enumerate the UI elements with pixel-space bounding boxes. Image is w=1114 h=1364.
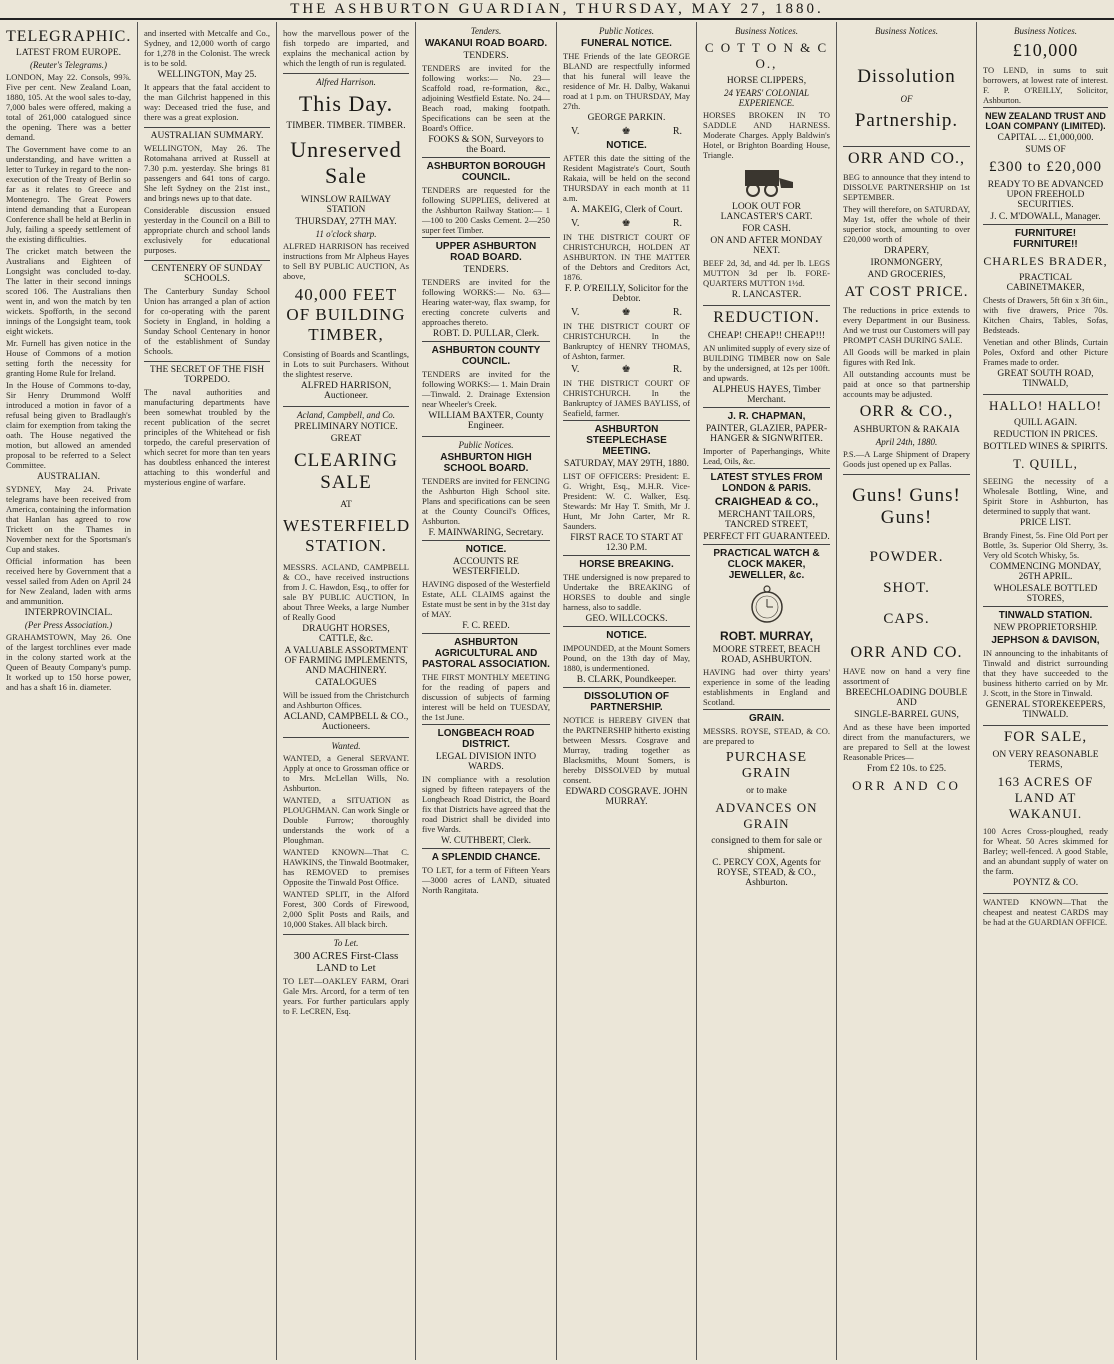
column-tenders <box>416 22 556 1360</box>
ad-line: 24 YEARS' COLONIAL EXPERIENCE. <box>724 88 809 108</box>
notice-heading: ASHBURTON HIGH SCHOOL BOARD. <box>440 452 532 474</box>
notice-subheading: LEGAL DIVISION INTO WARDS. <box>435 752 537 772</box>
ad-text: The reductions in price extends to every Department in our Business. And we trust our Customers will pay PROMPT CASH DURING SALE. <box>843 305 970 345</box>
ad-line: THURSDAY, 27TH MAY. <box>295 217 397 227</box>
section-title: Business Notices. <box>735 26 798 36</box>
section-title: To Let. <box>283 934 409 948</box>
ad-line: PRICE LIST. <box>1019 518 1072 528</box>
notice-signature: FOOKS & SON, Surveyors to the Board. <box>428 135 544 155</box>
ad-heading: GRAIN. <box>703 709 830 724</box>
column-telegraphic <box>0 22 137 1360</box>
ad-heading: ORR & CO., <box>859 403 954 420</box>
ad-line: PERFECT FIT GUARANTEED. <box>703 532 830 542</box>
notice-text: IN THE DISTRICT COURT OF CHRISTCHURCH. In the Bankruptcy of JAMES BAYLISS, of Seafield, farmer. <box>563 378 690 418</box>
column-loans-and-stores <box>977 22 1114 1360</box>
notice-text: TENDERS are requested for the following SUPPLIES, delivered at the Ashburton Railway Station:— 1—100 to 200 Casks Cement. 2—250 super feet Timber. <box>422 185 550 235</box>
ad-signature: ALPHEUS HAYES, Timber Merchant. <box>712 385 821 405</box>
royal-cipher: V. ♚ R. <box>571 218 682 229</box>
notice-signature: GEO. WILLCOCKS. <box>585 614 668 624</box>
notice-subheading: SATURDAY, MAY 29TH, 1880. <box>564 459 689 469</box>
article-text: WELLINGTON, May 26. The Rotomahana arrived at Russell at 7.30 p.m. yesterday. She brings 81 passengers and 641 tons of cargo. She left Sydney on the 21st inst., and brings news up to that date. <box>144 143 270 203</box>
ad-heading: SHOT. <box>883 580 930 596</box>
notice-text: THE Friends of the late GEORGE BLAND are respectfully informed that his funeral will leave the residence of Mr. H. Dalby, Wakanui road at 1 p.m. on THURSDAY, May 27th. <box>563 51 690 111</box>
section-subtitle: THE SECRET OF THE FISH TORPEDO. <box>144 361 270 385</box>
ad-line: TIMBER. TIMBER. TIMBER. <box>286 121 406 131</box>
ad-line: ASHBURTON & RAKAIA <box>853 425 960 435</box>
article-text: Considerable discussion ensued yesterday in the Council on a Bill to appropriate church and school lands exclusively for educational purposes. <box>144 205 270 255</box>
notice-heading: NOTICE. <box>606 140 647 151</box>
royal-cipher: V. ♚ R. <box>571 307 682 318</box>
ad-line: or to make <box>746 786 787 796</box>
section-subtitle: INTERPROVINCIAL. <box>24 608 113 618</box>
notice-heading: ASHBURTON COUNTY COUNCIL. <box>422 341 550 367</box>
ad-line: 11 o'clock sharp. <box>315 229 377 239</box>
royal-cipher: V. ♚ R. <box>571 364 682 375</box>
notice-heading: ASHBURTON BOROUGH COUNCIL. <box>422 157 550 183</box>
section-title: Business Notices. <box>875 26 938 36</box>
ad-heading: WESTERFIELD STATION. <box>283 516 411 555</box>
caption: (Reuter's Telegrams.) <box>29 60 108 70</box>
ad-line: BOTTLED WINES & SPIRITS. <box>983 442 1108 452</box>
notice-text: IN THE DISTRICT COURT OF CHRISTCHURCH. In the Bankruptcy of HENRY THOMAS, of Ashton, farmer. <box>563 321 690 361</box>
notice-text: IN compliance with a resolution signed by fifteen ratepayers of the Longbeach Road District, the Board fix that Districts have agreed that the road District shall be divided into five Wards. <box>422 774 550 834</box>
ad-line: AND GROCERIES, <box>867 270 946 280</box>
ad-heading: CHARLES BRADER, <box>983 254 1108 268</box>
ad-line: AT <box>340 500 352 510</box>
notice-text: HAVING disposed of the Westerfield Estate, ALL CLAIMS against the Estate must be sent in by the 31st day of MAY. <box>422 579 550 619</box>
ad-text: Venetian and other Blinds, Curtain Poles, Oxford and other Picture Frames made to order. <box>983 337 1108 367</box>
notice-subheading: TENDERS. <box>463 51 509 61</box>
ad-line: OF <box>900 94 913 104</box>
ad-line: From £2 10s. to £25. <box>866 764 947 774</box>
notice-heading: UPPER ASHBURTON ROAD BOARD. <box>422 237 550 263</box>
ad-line: GREAT <box>330 434 362 444</box>
ad-heading: C O T T O N & C O., <box>704 40 829 71</box>
notice-signature: WILLIAM BAXTER, County Engineer. <box>428 411 544 431</box>
ad-heading: £300 to £20,000 <box>989 159 1102 175</box>
notice-text: TO LET, for a term of Fifteen Years—3000 acres of LAND, situated North Rangitata. <box>422 865 550 895</box>
ad-text: All Goods will be marked in plain figures with Red Ink. <box>843 347 970 367</box>
notice-heading: DISSOLUTION OF PARTNERSHIP. <box>563 687 690 713</box>
section-subtitle: LATEST FROM EUROPE. <box>15 48 122 58</box>
ad-text: 100 Acres Cross-ploughed, ready for Wheat. 50 Acres skimmed for Barley; well-fenced. A good Stable, and an abundant supply of water on the farm. <box>983 826 1108 876</box>
ad-heading: ORR AND CO <box>852 778 961 793</box>
ad-header: Alfred Harrison. <box>283 73 409 87</box>
ad-text: HAVE now on hand a very fine assortment of <box>843 666 970 686</box>
classified-text: WANTED KNOWN—That C. HAWKINS, the Tinwald Bootmaker, has REMOVED to premises Opposite the Tinwald Post Office. <box>283 847 409 887</box>
ad-heading: Unreserved Sale <box>290 137 402 188</box>
column-orr-and-co <box>837 22 976 1360</box>
ad-line: IRONMONGERY, <box>870 258 943 268</box>
notice-text: THE FIRST MONTHLY MEETING for the reading of papers and discussion of subjects of farming interest will be held on TUESDAY, the 1st June. <box>422 672 550 722</box>
ad-heading: POWDER. <box>869 549 944 565</box>
article-text: The Government have come to an understanding, and have written a letter to Turkey in regard to the non-execution of the Treaty of Berlin so far as it relates to Greece and Montenegro. The Great Powers intend demanding that a European Conference shall be held at Berlin in July, failing a speedy settlement of the existing difficulties. <box>6 144 131 244</box>
ad-heading: FURNITURE! FURNITURE!! <box>983 224 1108 250</box>
notice-text: IMPOUNDED, at the Mount Somers Pound, on the 13th day of May, 1880, is undermentioned. <box>563 643 690 673</box>
ad-heading: ORR AND CO., <box>843 146 970 168</box>
notice-text: TENDERS are invited for FENCING the Ashburton High School site. Plans and specifications can be seen at the County Council's Offices, Ashburton. <box>422 476 550 526</box>
notice-heading: LONGBEACH ROAD DISTRICT. <box>422 724 550 750</box>
ad-text: HORSES BROKEN IN TO SADDLE AND HARNESS. Moderate Charges. Apply Baldwin's Hotel, or Brighton Boarding House, Triangle. <box>703 110 830 160</box>
ad-heading: PRACTICAL WATCH & CLOCK MAKER, JEWELLER, &c. <box>703 544 830 581</box>
notice-heading: WAKANUI ROAD BOARD. <box>424 38 548 49</box>
ad-line: DRAPERY, <box>884 246 929 256</box>
notice-signature: F. C. REED. <box>462 621 510 631</box>
notice-text: THE undersigned is now prepared to Undertake the BREAKING of HORSES to double and single harness, also to saddle. <box>563 572 690 612</box>
ad-text: All outstanding accounts must be paid at once so that partnership accounts may be adjusted. <box>843 369 970 399</box>
ad-line: FOR CASH. <box>742 224 791 234</box>
section-subtitle: AUSTRALIAN. <box>36 472 101 482</box>
ad-line: REDUCTION IN PRICES. <box>993 430 1098 440</box>
ad-heading: T. QUILL, <box>1013 456 1078 471</box>
ad-heading: NEW ZEALAND TRUST AND LOAN COMPANY (LIMITED). <box>983 107 1108 131</box>
ad-line: ON AND AFTER MONDAY NEXT. <box>710 236 823 256</box>
notice-heading: NOTICE. <box>422 540 550 555</box>
column-auctions <box>277 22 415 1360</box>
notice-text: TENDERS are invited for the following works:— No. 23—Scaffold road, re-formation, &c., adjoining Westfield Estate. No. 24—Beach road, making footpath. Specifications can be seen at the Board's Office. <box>422 63 550 133</box>
section-title: Public Notices. <box>422 436 550 450</box>
ad-line: CHEAP! CHEAP!! CHEAP!!! <box>707 331 826 341</box>
ad-heading: CRAIGHEAD & CO., <box>714 496 819 508</box>
ad-line: BREECHLOADING DOUBLE AND <box>845 688 968 708</box>
ad-text: SEEING the necessity of a Wholesale Bottling, Wine, and Spirit Store in Ashburton, has determined to supply that want. <box>983 476 1108 516</box>
notice-heading: A SPLENDID CHANCE. <box>422 848 550 863</box>
ad-text: Consisting of Boards and Scantlings, in Lots to suit Purchasers. Without the slightest reserve. <box>283 349 409 379</box>
section-title: TELEGRAPHIC. <box>6 28 132 45</box>
ad-text: P.S.—A Large Shipment of Drapery Goods just opened up ex Pallas. <box>843 449 970 469</box>
ad-line: LOOK OUT FOR LANCASTER'S CART. <box>720 202 813 222</box>
notice-signature: GEORGE PARKIN. <box>587 113 666 123</box>
ad-signature: POYNTZ & CO. <box>1012 878 1079 888</box>
ad-heading: AT COST PRICE. <box>844 284 969 300</box>
ad-heading: This Day. <box>298 91 394 116</box>
article-text: Mr. Furnell has given notice in the House of Commons of a motion setting forth the necessity for granting Home Rule for Ireland. <box>6 338 131 378</box>
ad-text: IN announcing to the inhabitants of Tinwald and district surrounding that they have succeeded to the business hitherto carried on by Mr. J. Scott, in the Store in Tinwald. <box>983 648 1108 698</box>
ad-text: They will therefore, on SATURDAY, May 1st, offer the whole of their superior stock, amounting to over £20,000 worth of <box>843 204 970 244</box>
ad-heading: HALLO! HALLO! <box>983 394 1108 414</box>
ad-text: And as these have been imported direct from the manufacturers, we are prepared to Sell at the lowest Reasonable Prices— <box>843 722 970 762</box>
article-text: SYDNEY, May 24. Private telegrams have been received from America, containing the information that Hanlan has agreed to row Trickett on the Thames in November next for the Sportsman's Cup and stakes. <box>6 484 131 554</box>
notice-heading: ASHBURTON AGRICULTURAL AND PASTORAL ASSOCIATION. <box>422 633 550 670</box>
notice-signature: B. CLARK, Poundkeeper. <box>576 675 677 685</box>
classified-text: TO LET—OAKLEY FARM, Orari Gale Mrs. Arcord, for a term of ten years. For further particulars apply to F. LeCREN, Esq. <box>283 976 409 1016</box>
notice-text: IN THE DISTRICT COURT OF CHRISTCHURCH, HOLDEN AT ASHBURTON. IN THE MATTER of the Debtors and Creditors Act, 1876. <box>563 232 690 282</box>
ad-line: WINSLOW RAILWAY STATION <box>300 195 392 215</box>
section-title: Wanted. <box>283 737 409 751</box>
notice-signature: W. CUTHBERT, Clerk. <box>441 836 531 846</box>
ad-text: MESSRS. ACLAND, CAMPBELL & CO., have received instructions from J. C. Hawdon, Esq., to offer for sale BY PUBLIC AUCTION, In about Three Weeks, a large Number of Really Good <box>283 562 409 622</box>
ad-line: SUMS OF <box>1025 145 1066 155</box>
notice-text: LIST OF OFFICERS: President: E. G. Wright, Esq., M.H.R. Vice-President: W. C. Walker, Esq. Stewards: Mr Hay T. Smith, Mr J. Hunt, Mr John Carter, Mr R. Saunders. <box>563 471 690 531</box>
ad-heading: Partnership. <box>854 110 959 131</box>
ad-text: Will be issued from the Christchurch and Ashburton Offices. <box>283 690 409 710</box>
article-text: It appears that the fatal accident to the man Gilchrist happened in this way: Deceased tried the fuse, and there was a great explosion. <box>144 82 270 122</box>
article-text: The Canterbury Sunday School Union has arranged a plan of action for co-operating with the parent Society in England, in holding a Sunday School Centenary in honor of the establishment of Sunday Schools. <box>144 286 270 356</box>
notice-signature: F. P. O'REILLY, Solicitor for the Debtor. <box>564 284 689 304</box>
ad-signature: ACLAND, CAMPBELL & CO., Auctioneers. <box>283 712 409 732</box>
ad-line: DRAUGHT HORSES, CATTLE, &c. <box>302 624 390 644</box>
ad-heading: CAPS. <box>883 611 930 627</box>
ad-heading: JEPHSON & DAVISON, <box>991 635 1100 646</box>
ad-text: ALFRED HARRISON has received instructions from Mr Alpheus Hayes to Sell BY PUBLIC AUCTION, As above, <box>283 241 409 281</box>
article-text: and inserted with Metcalfe and Co., Sydney, and 12,000 worth of cargo for 1,278 in the Colonist. The wreck is to be sold. <box>144 28 270 68</box>
notice-text: NOTICE is HEREBY GIVEN that the PARTNERSHIP hitherto existing between Messrs. Cosgrave and Murray, trading together as Blacksmiths, Mount Somers, is hereby DISSOLVED by mutual consent. <box>563 715 690 785</box>
ad-heading: ROBT. MURRAY, <box>720 629 813 643</box>
ad-line: GREAT SOUTH ROAD, TINWALD, <box>997 369 1094 389</box>
article-text: The cricket match between the Australians and Eighteen of Longsight was concluded to-day. The latter in their second innings scored 106. The Australians then went in, and won the match by ten wickets. Spofforth, in the second innings of the Longsight team, took eight wickets. <box>6 246 131 336</box>
ad-text: AN unlimited supply of every size of BUILDING TIMBER now on Sale by the undersigned, at 12s per 100ft. and upwards. <box>703 343 830 383</box>
notice-subheading: TENDERS. <box>463 265 509 275</box>
ad-text: Brandy Finest, 5s. Fine Old Port per Bottle, 3s. Superior Old Sherry, 3s. Very old Scotch Whisky, 5s. <box>983 530 1108 560</box>
ad-text: WANTED KNOWN—That the cheapest and neatest CARDS may be had at the GUARDIAN OFFICE. <box>983 893 1108 927</box>
column-business-notices <box>697 22 836 1360</box>
ad-signature: GENERAL STOREKEEPERS, TINWALD. <box>985 700 1106 720</box>
ad-text: Importer of Paperhangings, White Lead, Oils, &c. <box>703 446 830 466</box>
section-title: Business Notices. <box>1014 26 1077 36</box>
ad-signature: C. PERCY COX, Agents for ROYSE, STEAD, & CO., Ashburton. <box>712 858 821 888</box>
ad-heading: 40,000 FEET OF BUILDING TIMBER, <box>286 285 406 344</box>
ad-heading: TINWALD STATION. <box>983 606 1108 621</box>
ad-heading: REDUCTION. <box>703 305 830 327</box>
section-subtitle: CENTENERY OF SUNDAY SCHOOLS. <box>144 260 270 284</box>
ad-line: consigned to them for sale or shipment. <box>711 836 822 856</box>
ad-heading: 300 ACRES First-Class LAND to Let <box>293 950 399 974</box>
ad-signature: R. LANCASTER. <box>731 290 802 300</box>
classified-text: WANTED SPLIT, in the Alford Forest, 300 Cords of Firewood, 2,000 Split Posts and Rails, and 10,000 Stakes. All black birch. <box>283 889 409 929</box>
ad-line: NEW PROPRIETORSHIP. <box>993 623 1098 633</box>
ad-line: CATALOGUES <box>315 678 377 688</box>
caption: (Per Press Association.) <box>24 620 113 630</box>
article-text: LONDON, May 22. Consols, 99⅞. Five per cent. New Zealand Loan, 1880, 105. At the wool sales to-day, 7,000 bales were offered, making a total of 261,000 catalogued since the opening. There was a better demand. <box>6 72 131 142</box>
ad-line: SINGLE-BARREL GUNS, <box>854 710 959 720</box>
notice-signature: A. MAKEIG, Clerk of Court. <box>570 205 683 215</box>
royal-cipher: V. ♚ R. <box>571 126 682 137</box>
column-news <box>138 22 276 1360</box>
masthead <box>0 0 1114 20</box>
article-text: how the marvellous power of the fish torpedo are imparted, and explains the mechanical action by which the length of run is regulated. <box>283 28 409 68</box>
notice-subheading: FIRST RACE TO START AT 12.30 P.M. <box>570 533 683 553</box>
ad-heading: 163 ACRES OF LAND AT WAKANUI. <box>997 774 1094 821</box>
ad-heading: Guns! Guns! Guns! <box>843 474 970 529</box>
notice-heading: HORSE BREAKING. <box>563 555 690 570</box>
notice-signature: ROBT. D. PULLAR, Clerk. <box>432 329 540 339</box>
ad-text: BEEF 2d, 3d, and 4d. per lb. LEGS MUTTON 3d per lb. FORE-QUARTERS MUTTON 1½d. <box>703 258 830 288</box>
ad-heading: ADVANCES ON GRAIN <box>715 800 818 831</box>
ad-header: Acland, Campbell, and Co. <box>283 406 409 420</box>
notice-signature: F. MAINWARING, Secretary. <box>428 528 544 538</box>
ad-text: BEG to announce that they intend to DISSOLVE PARTNERSHIP on 1st SEPTEMBER. <box>843 172 970 202</box>
notice-heading: FUNERAL NOTICE. <box>581 38 672 49</box>
classified-text: WANTED, a SITUATION as PLOUGHMAN. Can work Single or Double Furrow; thoroughly understands the work of a Ploughman. <box>283 795 409 845</box>
ad-heading: CLEARING SALE <box>293 450 399 493</box>
ad-line: April 24th, 1880. <box>875 437 938 447</box>
ad-text: HAVING had over thirty years' experience in some of the leading establishments in England and Scotland. <box>703 667 830 707</box>
ad-text: TO LEND, in sums to suit borrowers, at lowest rate of interest. F. P. O'REILLY, Solicitor, Ashburton. <box>983 65 1108 105</box>
notice-subheading: ACCOUNTS RE WESTERFIELD. <box>452 557 520 577</box>
section-title: Public Notices. <box>599 26 654 36</box>
column-public-notices <box>557 22 696 1360</box>
ad-line: MERCHANT TAILORS, TANCRED STREET, <box>717 510 816 530</box>
article-text: Official information has been received here by Government that a vessel sailed from Aden on April 24 for New Zealand, laden with arms and ammunition. <box>6 556 131 606</box>
ad-signature: ALFRED HARRISON, Auctioneer. <box>300 381 392 401</box>
ad-heading: FOR SALE, <box>983 725 1108 746</box>
ad-text: MESSRS. ROYSE, STEAD, & CO. are prepared to <box>703 726 830 746</box>
ad-line: PRELIMINARY NOTICE. <box>294 422 398 432</box>
notice-text: TENDERS are invited for the following WORKS:— No. 63—Hearing water-way, flax swamp, for erecting concrete culverts and approaches thereto. <box>422 277 550 327</box>
ad-line: CAPITAL ... £1,000,000. <box>997 133 1094 143</box>
notice-signature: EDWARD COSGRAVE. JOHN MURRAY. <box>565 787 688 807</box>
cart-illustration-icon <box>737 164 797 198</box>
ad-line: A VALUABLE ASSORTMENT OF FARMING IMPLEMENTS, AND MACHINERY. <box>284 646 408 676</box>
section-title: Tenders. <box>470 26 502 36</box>
ad-line: PAINTER, GLAZIER, PAPER-HANGER & SIGNWRITER. <box>705 424 828 444</box>
ad-line: HORSE CLIPPERS, <box>726 76 807 86</box>
article-text: In the House of Commons to-day, Sir Henry Drummond Wolff introduced a motion in favor of a refusal being given to Bradlaugh's claim for exemption from taking the oath. The House negatived the motion, but allowed an amended proposal to be referred to a Select Committee. <box>6 380 131 470</box>
ad-heading: £10,000 <box>1012 40 1079 60</box>
ad-line: PRACTICAL CABINETMAKER, <box>1006 273 1085 293</box>
section-subtitle: AUSTRALIAN SUMMARY. <box>144 127 270 141</box>
ad-line: COMMENCING MONDAY, 26TH APRIL. <box>989 562 1102 582</box>
ad-line: MOORE STREET, BEACH ROAD, ASHBURTON. <box>712 645 821 665</box>
article-text: The naval authorities and manufacturing departments have been somewhat troubled by the recent publication of the secret principles of the Whitehead or fish torpedo, the careful preservation of which secret for more than ten years has doubtless enhanced the interest attaching to this wonderful and mysterious engine of warfare. <box>144 387 270 487</box>
ad-signature: J. C. M'DOWALL, Manager. <box>990 212 1101 222</box>
pocket-watch-icon <box>747 585 787 625</box>
notice-text: AFTER this date the sitting of the Resident Magistrate's Court, South Rakaia, will be held on the second THURSDAY in each month at 11 a.m. <box>563 153 690 203</box>
masthead-title: THE ASHBURTON GUARDIAN, THURSDAY, MAY 27, 1880. <box>290 0 824 17</box>
notice-text: TENDERS are invited for the following WORKS:— 1. Main Drain—Tinwald. 2. Drainage Extension near Wheeler's Creek. <box>422 369 550 409</box>
ad-heading: LATEST STYLES FROM LONDON & PARIS. <box>703 468 830 494</box>
notice-heading: NOTICE. <box>563 626 690 641</box>
ad-line: READY TO BE ADVANCED UPON FREEHOLD SECURITIES. <box>987 180 1104 210</box>
dateline: WELLINGTON, May 25. <box>157 70 257 80</box>
ad-line: WHOLESALE BOTTLED STORES, <box>993 584 1098 604</box>
notice-heading: ASHBURTON STEEPLECHASE MEETING. <box>563 420 690 457</box>
ad-line: QUILL AGAIN. <box>1014 418 1077 428</box>
classified-text: WANTED, a General SERVANT. Apply at once to Grossman office or to Mrs. McLellan Wills, No. Ashburton. <box>283 753 409 793</box>
ad-heading: PURCHASE GRAIN <box>725 750 808 781</box>
ad-text: Chests of Drawers, 5ft 6in x 3ft 6in., with five drawers, Price 70s. Kitchen Chairs, Tables, Sofas, Bedsteads. <box>983 295 1108 335</box>
ad-heading: J. R. CHAPMAN, <box>703 407 830 422</box>
ad-heading: ORR AND CO. <box>850 644 963 661</box>
ad-heading: Dissolution <box>857 66 956 87</box>
ad-line: ON VERY REASONABLE TERMS, <box>992 750 1099 770</box>
article-text: GRAHAMSTOWN, May 26. One of the largest torchlines ever made in the colony started work at the Queen of Beauty Company's pump. It worked up to 150 horse power, and has a shaft 16 in. diameter. <box>6 632 131 692</box>
